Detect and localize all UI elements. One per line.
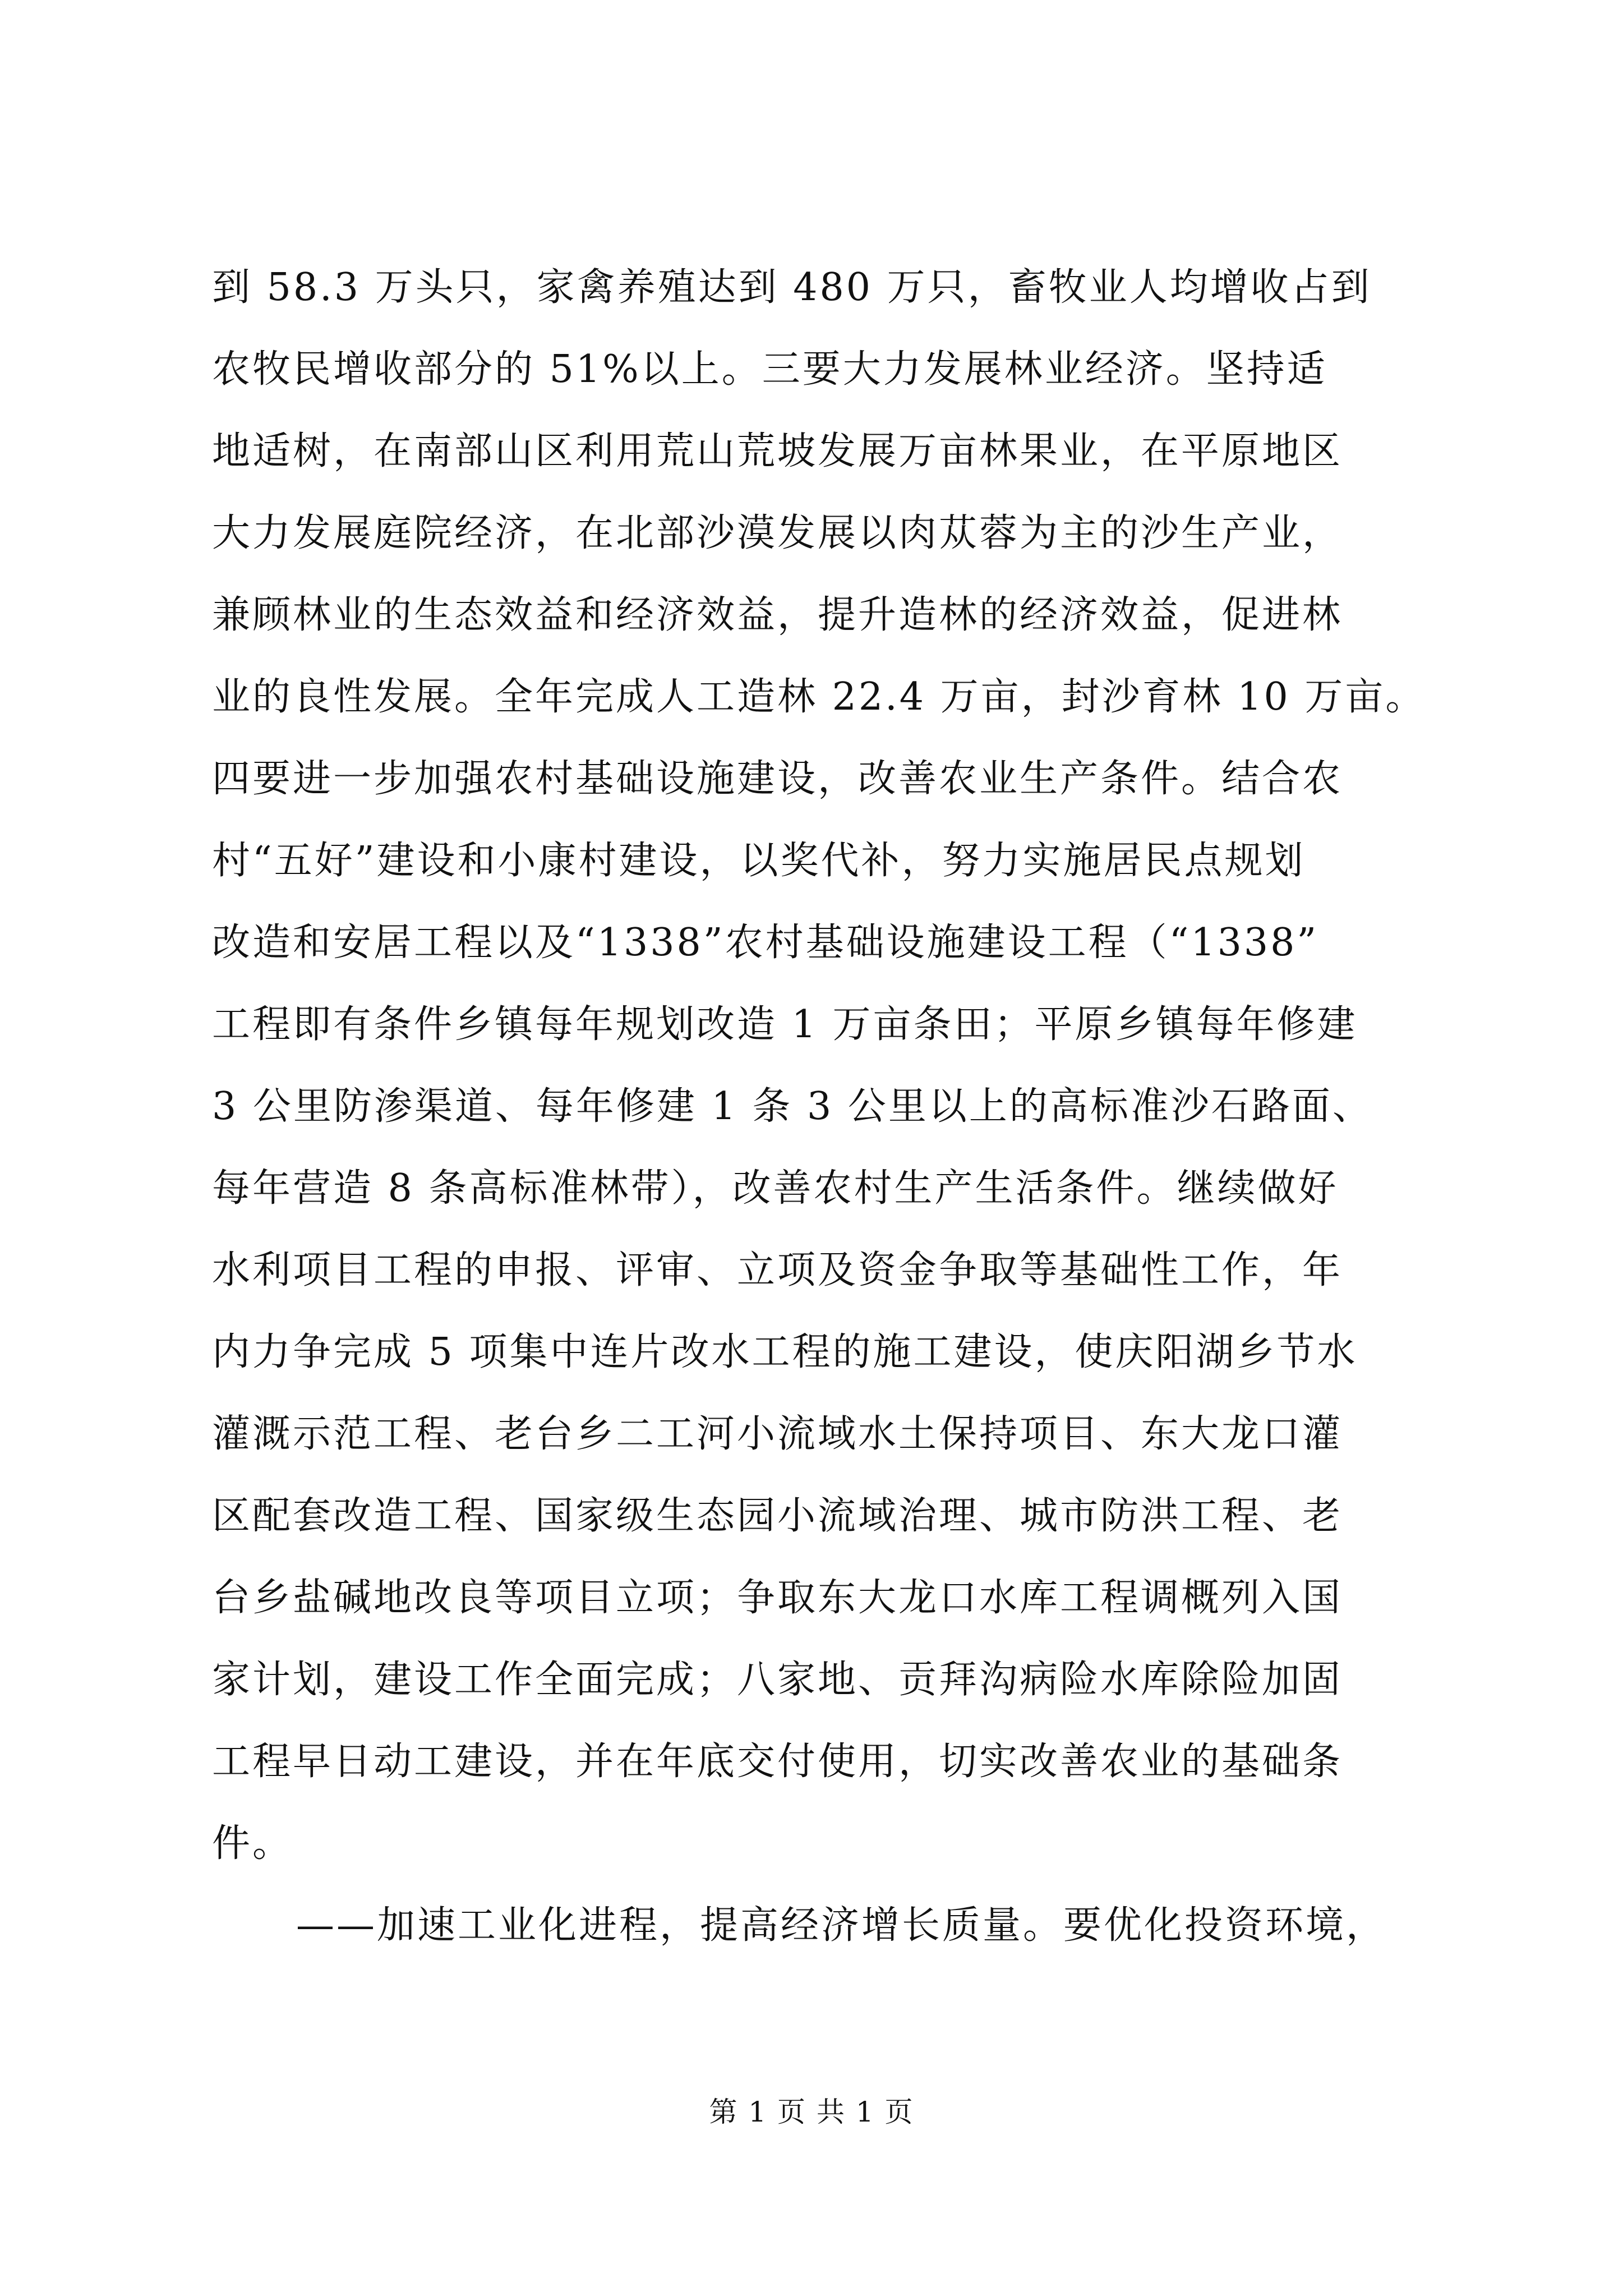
text-line: 农牧民增收部分的 51%以上。三要大力发展林业经济。坚持适 xyxy=(212,347,1327,392)
text-line: 灌溉示范工程、老台乡二工河小流域水土保持项目、东大龙口灌 xyxy=(212,1412,1343,1456)
paragraph-first-line: ——加速工业化进程，提高经济增长质量。要优化投资环境， xyxy=(296,1903,1387,1948)
text-line: 村“五好”建设和小康村建设，以奖代补，努力实施居民点规划 xyxy=(212,839,1306,883)
text-line: 内力争完成 5 项集中连片改水工程的施工建设，使庆阳湖乡节水 xyxy=(212,1330,1358,1374)
text-line: 每年营造 8 条高标准林带），改善农村生产生活条件。继续做好 xyxy=(212,1166,1339,1211)
document-body xyxy=(212,247,1426,1967)
text-line: 兼顾林业的生态效益和经济效益，提升造林的经济效益，促进林 xyxy=(212,593,1343,637)
page-footer: 第 1 页 共 1 页 xyxy=(709,2096,914,2128)
text-line: 大力发展庭院经济，在北部沙漠发展以肉苁蓉为主的沙生产业， xyxy=(212,511,1343,555)
text-line: 3 公里防渗渠道、每年修建 1 条 3 公里以上的高标准沙石路面、 xyxy=(212,1084,1373,1129)
text-line: 四要进一步加强农村基础设施建设，改善农业生产条件。结合农 xyxy=(212,757,1343,801)
text-line: 改造和安居工程以及“1338”农村基础设施建设工程（“1338” xyxy=(212,921,1319,965)
text-line: 家计划，建设工作全面完成；八家地、贡拜沟病险水库除险加固 xyxy=(212,1658,1343,1702)
text-line: 台乡盐碱地改良等项目立项；争取东大龙口水库工程调概列入国 xyxy=(212,1576,1343,1620)
text-line: 工程即有条件乡镇每年规划改造 1 万亩条田；平原乡镇每年修建 xyxy=(212,1002,1358,1047)
text-line: 业的良性发展。全年完成人工造林 22.4 万亩，封沙育林 10 万亩。 xyxy=(212,675,1426,719)
text-line: 地适树，在南部山区利用荒山荒坡发展万亩林果业，在平原地区 xyxy=(212,429,1343,473)
text-line: 到 58.3 万头只，家禽养殖达到 480 万只，畜牧业人均增收占到 xyxy=(212,265,1372,310)
text-line: 区配套改造工程、国家级生态园小流域治理、城市防洪工程、老 xyxy=(212,1494,1343,1538)
text-line: 水利项目工程的申报、评审、立项及资金争取等基础性工作，年 xyxy=(212,1248,1343,1292)
text-line: 工程早日动工建设，并在年底交付使用，切实改善农业的基础条 xyxy=(212,1740,1343,1784)
text-line: 件。 xyxy=(212,1821,293,1866)
